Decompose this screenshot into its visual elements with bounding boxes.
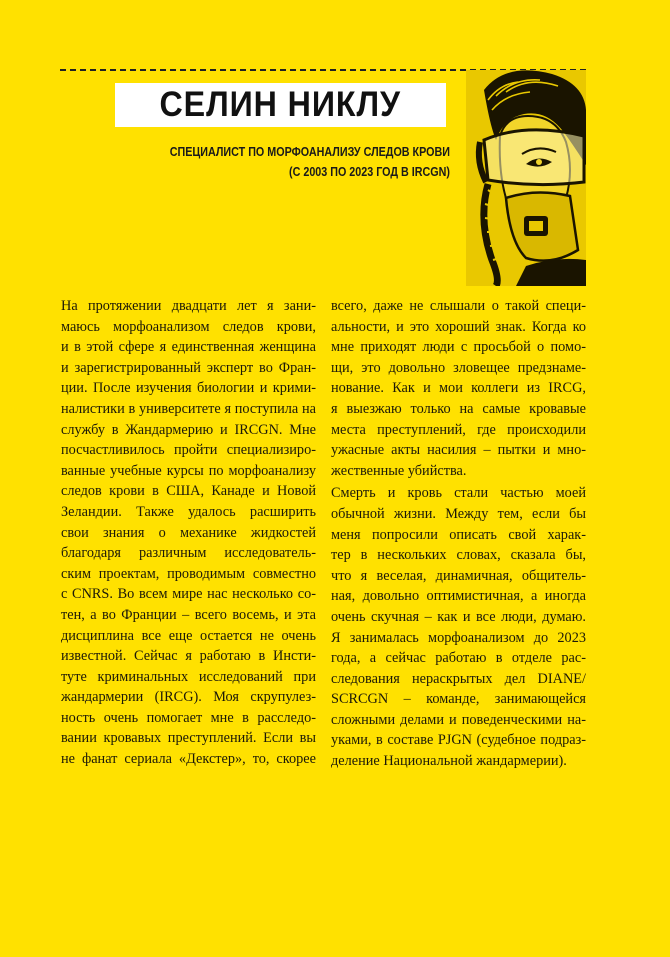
text-line: тен, а во Франции – всего восемь, и эта (61, 606, 316, 623)
text-column-left (61, 296, 316, 770)
text-line: не фанат сериала «Декстер», то, скорее (61, 751, 316, 768)
text-line: благодаря различным исследователь- (61, 545, 316, 562)
text-line: обычной жизни. Между тем, если бы (331, 505, 586, 522)
text-line: свои знания о механике жидкостей (61, 524, 316, 541)
text-line: На протяжении двадцати лет я зани- (61, 298, 316, 314)
text-line: ским проектам, проводимым совместно (61, 565, 316, 582)
text-line: тер в нескольких словах, сказала бы, (331, 547, 586, 564)
text-line: сложными делами и поведенческими на- (331, 711, 586, 728)
text-line: года, а сейчас работаю в отделе рас- (331, 650, 586, 667)
portrait-illustration (466, 70, 586, 286)
text-column-right (331, 296, 586, 772)
text-line: с CNRS. Во всем мире нас несколько со- (61, 586, 316, 603)
woman-in-goggles-icon (466, 70, 586, 286)
text-line: места преступлений, где происходили (331, 421, 586, 438)
text-line: очень скучная – как и все люди, думаю. (331, 608, 586, 625)
text-line: что я веселая, динамичная, общитель- (331, 567, 586, 584)
text-line: налистики в университете я поступила на (61, 400, 316, 417)
text-line: жандармерии (IRCG). Моя скрупулез- (61, 689, 316, 706)
text-line: ванные учебные курсы по морфоанализу (61, 462, 316, 479)
subtitle-role: СПЕЦИАЛИСТ ПО МОРФОАНАЛИЗУ СЛЕДОВ КРОВИ (169, 145, 450, 159)
text-line: мне приходят люди с просьбой о помо- (331, 339, 586, 356)
text-line: ции. После изучения биологии и крими- (61, 380, 316, 397)
text-line: всего, даже не слышали о такой специ- (331, 298, 586, 314)
subtitle (120, 142, 450, 182)
text-line: альности, и это хороший знак. Когда ко (331, 318, 586, 335)
text-line: щи, это довольно зловещее предзнаме- (331, 359, 586, 376)
text-line: туте криминальных исследований при (61, 668, 316, 685)
text-line: Смерть и кровь стали частью моей (331, 485, 586, 502)
name-banner (115, 83, 446, 127)
text-line: вании кровавых преступлений. Если вы (61, 730, 316, 747)
subtitle-period: (С 2003 ПО 2023 ГОД В IRCGN) (289, 165, 450, 179)
text-line: и в этой сфере я единственная женщина (61, 339, 316, 356)
text-line: дисциплина все еще остается не очень (61, 627, 316, 644)
text-line: службу в Жандармерию и IRCGN. Мне (61, 421, 316, 438)
text-line: я выезжаю только на самые кровавые (331, 400, 586, 417)
text-line: уками, в составе PJGN (судебное подраз- (331, 732, 586, 749)
text-line: жественные убийства. (331, 462, 467, 479)
text-line: Зеландии. Также удалось расширить (61, 503, 316, 520)
text-line: и зарегистрированный эксперт во Фран- (61, 359, 316, 376)
text-line: маюсь морфоанализом следов крови, (61, 318, 316, 335)
text-line: нование. Как и мои коллеги из IRCG, (331, 380, 586, 397)
text-line: следования нераскрытых дел DIANE/ (331, 670, 586, 687)
text-line: деление Национальной жандармерии). (331, 753, 567, 770)
text-line: следов крови в США, Канаде и Новой (61, 483, 316, 500)
text-line: ность очень помогает мне в расследо- (61, 709, 316, 726)
text-line: посчастливилось пройти специализиро- (61, 442, 316, 459)
text-line: Я занималась морфоанализом до 2023 (331, 629, 586, 646)
text-line: ная, довольно оптимистичная, а иногда (331, 588, 586, 605)
text-line: ужасные акты насилия – пытки и мно- (331, 442, 586, 459)
text-line: меня попросили описать свой харак- (331, 526, 586, 543)
text-line: известной. Сейчас я работаю в Инсти- (61, 648, 316, 665)
person-name: СЕЛИН НИКЛУ (159, 85, 402, 124)
text-line: SCRCGN – команде, занимающейся (331, 691, 586, 708)
